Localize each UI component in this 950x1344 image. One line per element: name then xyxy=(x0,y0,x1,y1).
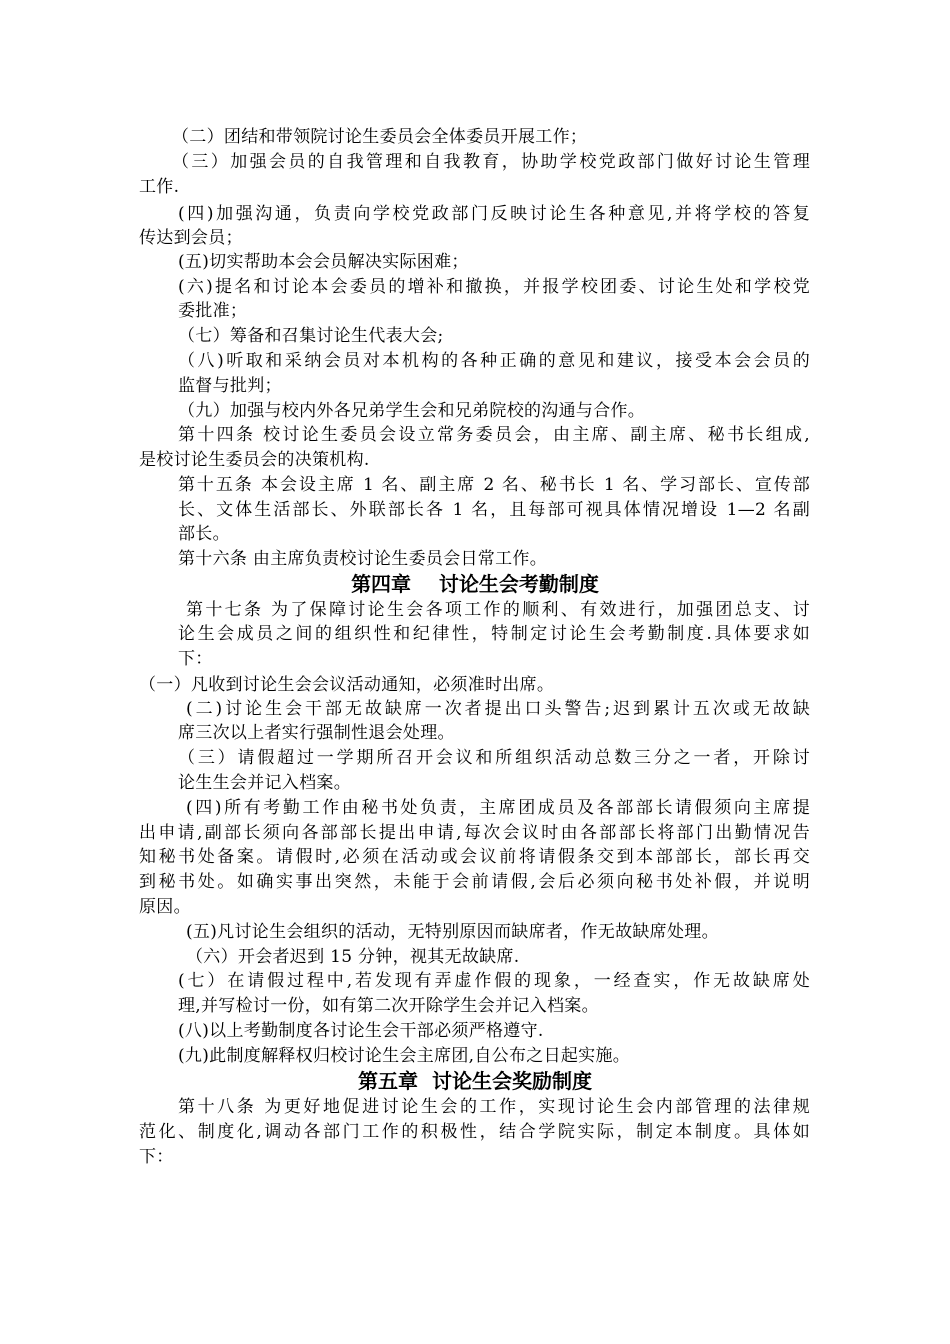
text-line: （三）加强会员的自我管理和自我教育，协助学校党政部门做好讨论生管理 xyxy=(172,152,810,172)
text-line: (七）在请假过程中,若发现有弄虚作假的现象，一经查实，作无故缺席处 xyxy=(178,971,810,991)
text-line: 出申请,副部长须向各部部长提出申请,每次会议时由各部部长将部门出勤情况告 xyxy=(139,823,810,843)
text-line: (五)凡讨论生会组织的活动，无特别原因而缺席者，作无故缺席处理。 xyxy=(186,922,719,942)
text-line: 委批准； xyxy=(178,301,248,321)
text-line: (六)提名和讨论本会委员的增补和撤换，并报学校团委、讨论生处和学校党 xyxy=(178,277,810,297)
text-line: （三）请假超过一学期所召开会议和所组织活动总数三分之一者，开除讨 xyxy=(178,748,810,768)
text-line: (四)加强沟通，负责向学校党政部门反映讨论生各种意见,并将学校的答复 xyxy=(178,204,810,224)
text-line: 论生会成员之间的组织性和纪律性，特制定讨论生会考勤制度.具体要求如 xyxy=(178,624,810,644)
text-line: 长、文体生活部长、外联部长各 1 名，且每部可视具体情况增设 1—2 名副 xyxy=(178,500,810,520)
text-line: 范化、制度化,调动各部门工作的积极性，结合学院实际，制定本制度。具体如 xyxy=(139,1122,810,1142)
text-line: 监督与批判； xyxy=(178,376,282,396)
text-line: 到秘书处。如确实事出突然，未能于会前请假,会后必须向秘书处补假，并说明 xyxy=(139,872,810,892)
text-line: （九）加强与校内外各兄弟学生会和兄弟院校的沟通与合作。 xyxy=(178,401,646,421)
text-line: 工作. xyxy=(139,177,180,197)
text-line: 传达到会员； xyxy=(139,228,243,248)
text-line: （二）团结和带领院讨论生委员会全体委员开展工作； xyxy=(172,127,588,147)
text-line: 下： xyxy=(178,649,213,669)
text-line: (五)切实帮助本会会员解决实际困难； xyxy=(178,252,469,272)
chapter-heading: 第四章 讨论生会考勤制度 xyxy=(351,572,599,596)
text-line: (八)以上考勤制度各讨论生会干部必须严格遵守. xyxy=(178,1021,544,1041)
text-line: 第十七条 为了保障讨论生会各项工作的顺利、有效进行，加强团总支、讨 xyxy=(186,600,810,620)
text-line: 是校讨论生委员会的决策机构. xyxy=(139,450,370,470)
text-line: 理,并写检讨一份，如有第二次开除学生会并记入档案。 xyxy=(178,996,599,1016)
text-line: （六）开会者迟到 15 分钟，视其无故缺席. xyxy=(186,947,520,967)
text-line: 下： xyxy=(139,1147,174,1167)
text-line: 第十四条 校讨论生委员会设立常务委员会，由主席、副主席、秘书长组成, xyxy=(178,425,810,445)
text-line: 知秘书处备案。请假时,必须在活动或会议前将请假条交到本部部长，部长再交 xyxy=(139,847,810,867)
text-line: 论生生会并记入档案。 xyxy=(178,773,351,793)
text-line: （七）筹备和召集讨论生代表大会; xyxy=(178,326,444,346)
text-line: (四)所有考勤工作由秘书处负责，主席团成员及各部部长请假须向主席提 xyxy=(186,798,810,818)
text-line: 第十六条 由主席负责校讨论生委员会日常工作。 xyxy=(178,549,548,569)
text-line: （一）凡收到讨论生会会议活动通知，必须准时出席。 xyxy=(139,675,555,695)
text-line: 原因。 xyxy=(139,897,191,917)
text-line: 席三次以上者实行强制性退会处理。 xyxy=(178,723,455,743)
text-line: 第十五条 本会设主席 1 名、副主席 2 名、秘书长 1 名、学习部长、宣传部 xyxy=(178,475,810,495)
chapter-heading: 第五章 讨论生会奖励制度 xyxy=(358,1069,592,1093)
text-line: (九)此制度解释权归校讨论生会主席团,自公布之日起实施。 xyxy=(178,1046,631,1066)
text-line: (二)讨论生会干部无故缺席一次者提出口头警告;迟到累计五次或无故缺 xyxy=(186,699,810,719)
text-line: 部长。 xyxy=(178,524,230,544)
text-line: 第十八条 为更好地促进讨论生会的工作，实现讨论生会内部管理的法律规 xyxy=(178,1097,810,1117)
text-line: （八)听取和采纳会员对本机构的各种正确的意见和建议，接受本会会员的 xyxy=(178,351,810,371)
